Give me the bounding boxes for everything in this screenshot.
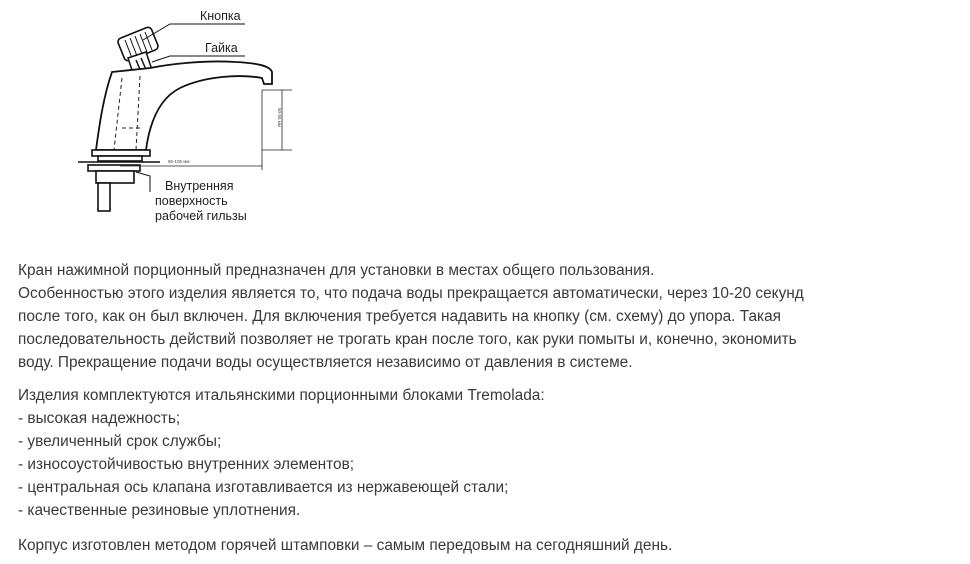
features-list [18, 384, 958, 522]
text-line: последовательность действий позволяет не трогать кран после того, как руки помыты и, конечно, экономить [18, 331, 797, 348]
sleeve-label-line3: рабочей гильзы [155, 209, 247, 223]
list-item: - центральная ось клапана изготавливается из нержавеющей стали; [18, 479, 509, 496]
closing-paragraph: Корпус изготовлен методом горячей штамповки – самым передовым на сегодняшний день. [18, 537, 673, 554]
button-label: Кнопка [200, 9, 241, 23]
text-line: после того, как он был включен. Для включения требуется надавить на кнопку (см. схему) до упора. Такая [18, 308, 781, 325]
list-item: - увеличенный срок службы; [18, 433, 222, 450]
text-line: Кран нажимной порционный предназначен для установки в местах общего пользования. [18, 262, 655, 279]
list-item: - высокая надежность; [18, 410, 181, 427]
intro-paragraph [18, 259, 958, 374]
sleeve-label-line1: Внутренняя [165, 179, 234, 193]
faucet-body-graphic [96, 61, 272, 150]
nut-label: Гайка [205, 41, 238, 55]
reach-dimension-label: 95-105 мм [168, 159, 190, 164]
faucet-diagram [0, 0, 360, 240]
list-item: - износоустойчивостью внутренних элементов; [18, 456, 355, 473]
features-heading: Изделия комплектуются итальянскими порционными блоками Tremolada: [18, 387, 545, 404]
text-line: Особенностью этого изделия является то, что подача воды прекращается автоматически, через 10-20 секунд [18, 285, 804, 302]
product-description [18, 259, 958, 557]
height-dimension-label: 50-55 мм [277, 108, 282, 127]
sleeve-label-line2: поверхность [155, 194, 228, 208]
text-line: воду. Прекращение подачи воды осуществляется независимо от давления в системе. [18, 354, 633, 371]
list-item: - качественные резиновые уплотнения. [18, 502, 301, 519]
base-mount-graphic [78, 150, 160, 211]
